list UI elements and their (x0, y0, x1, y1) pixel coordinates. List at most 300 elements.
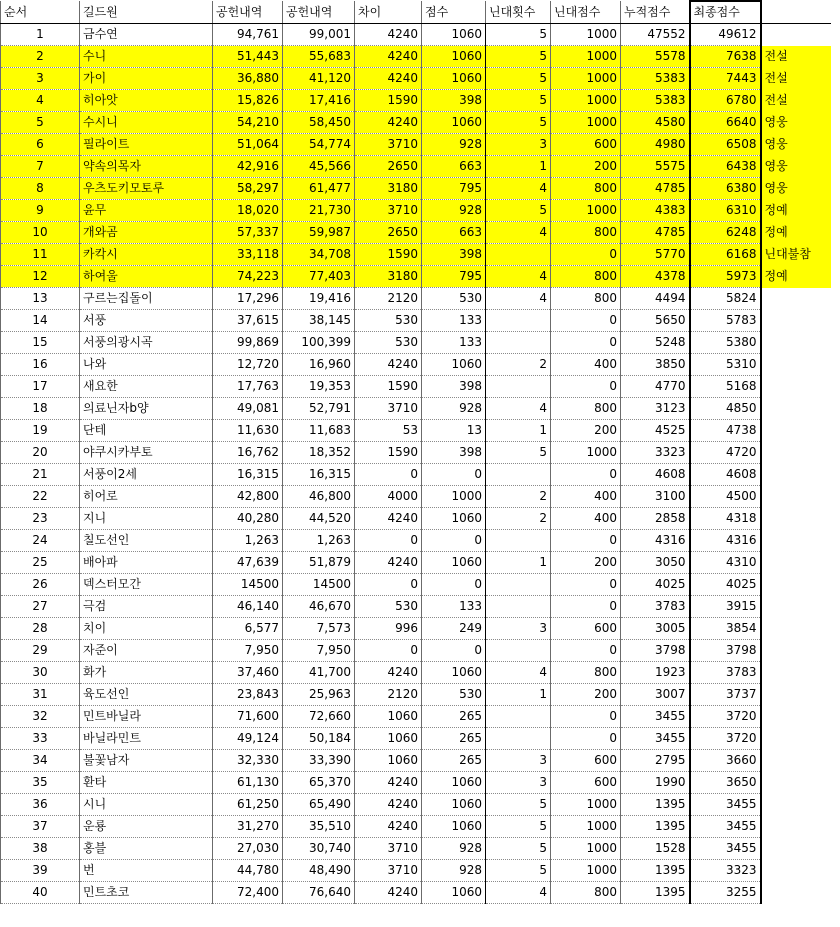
cell-score[interactable]: 265 (422, 706, 486, 728)
cell-accumulated[interactable]: 1395 (621, 882, 690, 904)
cell-difference[interactable]: 53 (355, 420, 422, 442)
cell-contribution-2[interactable]: 7,573 (283, 618, 355, 640)
cell-contribution-2[interactable]: 72,660 (283, 706, 355, 728)
cell-ninja-count[interactable]: 4 (486, 178, 551, 200)
cell-ninja-score[interactable]: 0 (551, 574, 621, 596)
cell-order[interactable]: 10 (1, 222, 80, 244)
cell-order[interactable]: 38 (1, 838, 80, 860)
cell-order[interactable]: 2 (1, 46, 80, 68)
cell-final[interactable]: 6508 (690, 134, 761, 156)
cell-contribution-1[interactable]: 17,763 (213, 376, 283, 398)
cell-ninja-score[interactable]: 600 (551, 134, 621, 156)
cell-order[interactable]: 33 (1, 728, 80, 750)
cell-final[interactable]: 7443 (690, 68, 761, 90)
cell-contribution-1[interactable]: 44,780 (213, 860, 283, 882)
cell-ninja-count[interactable]: 3 (486, 750, 551, 772)
cell-final[interactable]: 4310 (690, 552, 761, 574)
cell-contribution-2[interactable]: 44,520 (283, 508, 355, 530)
cell-score[interactable]: 1060 (422, 772, 486, 794)
cell-contribution-1[interactable]: 54,210 (213, 112, 283, 134)
cell-difference[interactable]: 4240 (355, 354, 422, 376)
cell-final[interactable]: 4738 (690, 420, 761, 442)
cell-final[interactable]: 6380 (690, 178, 761, 200)
cell-score[interactable]: 1060 (422, 552, 486, 574)
header-cell-member[interactable]: 길드원 (80, 1, 213, 24)
cell-note[interactable]: 전설 (761, 46, 831, 68)
cell-accumulated[interactable]: 4025 (621, 574, 690, 596)
cell-accumulated[interactable]: 4580 (621, 112, 690, 134)
cell-difference[interactable]: 4240 (355, 68, 422, 90)
cell-member[interactable]: 개와곰 (80, 222, 213, 244)
cell-contribution-2[interactable]: 38,145 (283, 310, 355, 332)
cell-member[interactable]: 홍블 (80, 838, 213, 860)
cell-contribution-1[interactable]: 7,950 (213, 640, 283, 662)
cell-contribution-2[interactable]: 100,399 (283, 332, 355, 354)
cell-ninja-count[interactable] (486, 310, 551, 332)
cell-note[interactable] (761, 640, 831, 662)
cell-contribution-2[interactable]: 14500 (283, 574, 355, 596)
cell-ninja-count[interactable]: 5 (486, 838, 551, 860)
cell-member[interactable]: 가이 (80, 68, 213, 90)
cell-member[interactable]: 민트바닐라 (80, 706, 213, 728)
cell-score[interactable]: 795 (422, 266, 486, 288)
cell-accumulated[interactable]: 3323 (621, 442, 690, 464)
cell-accumulated[interactable]: 5383 (621, 90, 690, 112)
cell-ninja-count[interactable]: 1 (486, 684, 551, 706)
cell-order[interactable]: 5 (1, 112, 80, 134)
cell-accumulated[interactable]: 3050 (621, 552, 690, 574)
cell-final[interactable]: 4500 (690, 486, 761, 508)
cell-final[interactable]: 6438 (690, 156, 761, 178)
cell-ninja-count[interactable]: 5 (486, 794, 551, 816)
cell-contribution-1[interactable]: 47,639 (213, 552, 283, 574)
cell-ninja-count[interactable]: 4 (486, 266, 551, 288)
cell-difference[interactable]: 3180 (355, 178, 422, 200)
header-cell-score[interactable]: 점수 (422, 1, 486, 24)
cell-accumulated[interactable]: 4316 (621, 530, 690, 552)
cell-accumulated[interactable]: 4383 (621, 200, 690, 222)
cell-accumulated[interactable]: 3005 (621, 618, 690, 640)
cell-final[interactable]: 3720 (690, 706, 761, 728)
cell-note[interactable] (761, 310, 831, 332)
cell-score[interactable]: 663 (422, 156, 486, 178)
cell-accumulated[interactable]: 5770 (621, 244, 690, 266)
cell-ninja-score[interactable]: 0 (551, 530, 621, 552)
cell-order[interactable]: 1 (1, 24, 80, 46)
cell-note[interactable]: 전설 (761, 68, 831, 90)
cell-ninja-score[interactable]: 0 (551, 596, 621, 618)
cell-ninja-count[interactable]: 2 (486, 508, 551, 530)
cell-contribution-1[interactable]: 15,826 (213, 90, 283, 112)
cell-ninja-count[interactable]: 5 (486, 46, 551, 68)
cell-ninja-score[interactable]: 1000 (551, 860, 621, 882)
cell-order[interactable]: 23 (1, 508, 80, 530)
cell-member[interactable]: 하여울 (80, 266, 213, 288)
cell-order[interactable]: 21 (1, 464, 80, 486)
cell-ninja-score[interactable]: 800 (551, 398, 621, 420)
cell-contribution-1[interactable]: 33,118 (213, 244, 283, 266)
cell-ninja-count[interactable]: 4 (486, 398, 551, 420)
cell-ninja-score[interactable]: 1000 (551, 90, 621, 112)
cell-final[interactable]: 3783 (690, 662, 761, 684)
cell-score[interactable]: 928 (422, 134, 486, 156)
cell-note[interactable] (761, 794, 831, 816)
cell-contribution-1[interactable]: 18,020 (213, 200, 283, 222)
cell-score[interactable]: 0 (422, 530, 486, 552)
cell-difference[interactable]: 3710 (355, 200, 422, 222)
cell-member[interactable]: 단테 (80, 420, 213, 442)
cell-note[interactable] (761, 530, 831, 552)
cell-accumulated[interactable]: 1395 (621, 860, 690, 882)
cell-member[interactable]: 배아파 (80, 552, 213, 574)
cell-score[interactable]: 0 (422, 464, 486, 486)
cell-final[interactable]: 5168 (690, 376, 761, 398)
cell-note[interactable] (761, 552, 831, 574)
cell-difference[interactable]: 3180 (355, 266, 422, 288)
cell-note[interactable]: 정예 (761, 200, 831, 222)
cell-order[interactable]: 31 (1, 684, 80, 706)
cell-ninja-count[interactable]: 2 (486, 354, 551, 376)
cell-contribution-2[interactable]: 58,450 (283, 112, 355, 134)
cell-final[interactable]: 3798 (690, 640, 761, 662)
cell-contribution-2[interactable]: 30,740 (283, 838, 355, 860)
cell-ninja-score[interactable]: 600 (551, 618, 621, 640)
cell-order[interactable]: 32 (1, 706, 80, 728)
cell-contribution-1[interactable]: 42,800 (213, 486, 283, 508)
header-cell-ninja-score[interactable]: 닌대점수 (551, 1, 621, 24)
cell-accumulated[interactable]: 2795 (621, 750, 690, 772)
cell-difference[interactable]: 1590 (355, 90, 422, 112)
cell-member[interactable]: 나와 (80, 354, 213, 376)
cell-note[interactable] (761, 442, 831, 464)
cell-contribution-1[interactable]: 99,869 (213, 332, 283, 354)
cell-note[interactable] (761, 706, 831, 728)
cell-final[interactable]: 3720 (690, 728, 761, 750)
cell-contribution-2[interactable]: 65,490 (283, 794, 355, 816)
cell-order[interactable]: 26 (1, 574, 80, 596)
cell-contribution-1[interactable]: 31,270 (213, 816, 283, 838)
cell-ninja-score[interactable]: 0 (551, 464, 621, 486)
cell-accumulated[interactable]: 5383 (621, 68, 690, 90)
cell-final[interactable]: 3737 (690, 684, 761, 706)
cell-final[interactable]: 5783 (690, 310, 761, 332)
cell-contribution-2[interactable]: 54,774 (283, 134, 355, 156)
cell-score[interactable]: 398 (422, 376, 486, 398)
cell-ninja-score[interactable]: 400 (551, 508, 621, 530)
cell-member[interactable]: 우츠도키모토루 (80, 178, 213, 200)
cell-difference[interactable]: 1060 (355, 750, 422, 772)
cell-ninja-score[interactable]: 200 (551, 684, 621, 706)
cell-contribution-2[interactable]: 33,390 (283, 750, 355, 772)
cell-ninja-score[interactable]: 800 (551, 266, 621, 288)
cell-ninja-score[interactable]: 1000 (551, 838, 621, 860)
cell-note[interactable] (761, 596, 831, 618)
cell-note[interactable] (761, 728, 831, 750)
cell-ninja-score[interactable]: 0 (551, 310, 621, 332)
cell-ninja-count[interactable] (486, 640, 551, 662)
cell-contribution-2[interactable]: 46,800 (283, 486, 355, 508)
cell-score[interactable]: 133 (422, 332, 486, 354)
cell-order[interactable]: 12 (1, 266, 80, 288)
cell-score[interactable]: 1060 (422, 68, 486, 90)
header-cell-order[interactable]: 순서 (1, 1, 80, 24)
cell-contribution-2[interactable]: 1,263 (283, 530, 355, 552)
cell-score[interactable]: 1060 (422, 882, 486, 904)
cell-difference[interactable]: 4240 (355, 24, 422, 46)
cell-member[interactable]: 수시니 (80, 112, 213, 134)
cell-order[interactable]: 8 (1, 178, 80, 200)
header-cell-ninja-count[interactable]: 닌대횟수 (486, 1, 551, 24)
header-cell-contribution-2[interactable]: 공헌내역 (283, 1, 355, 24)
cell-final[interactable]: 49612 (690, 24, 761, 46)
cell-member[interactable]: 지니 (80, 508, 213, 530)
cell-note[interactable] (761, 398, 831, 420)
cell-contribution-1[interactable]: 51,064 (213, 134, 283, 156)
header-cell-difference[interactable]: 차이 (355, 1, 422, 24)
cell-member[interactable]: 번 (80, 860, 213, 882)
cell-score[interactable]: 1060 (422, 816, 486, 838)
cell-contribution-1[interactable]: 71,600 (213, 706, 283, 728)
cell-note[interactable]: 영웅 (761, 156, 831, 178)
cell-ninja-score[interactable]: 200 (551, 156, 621, 178)
cell-accumulated[interactable]: 1528 (621, 838, 690, 860)
cell-member[interactable]: 극검 (80, 596, 213, 618)
cell-difference[interactable]: 4240 (355, 794, 422, 816)
cell-final[interactable]: 3854 (690, 618, 761, 640)
cell-final[interactable]: 4316 (690, 530, 761, 552)
cell-difference[interactable]: 4240 (355, 662, 422, 684)
cell-contribution-2[interactable]: 45,566 (283, 156, 355, 178)
cell-ninja-count[interactable] (486, 332, 551, 354)
cell-contribution-1[interactable]: 1,263 (213, 530, 283, 552)
cell-ninja-count[interactable] (486, 706, 551, 728)
cell-accumulated[interactable]: 3455 (621, 706, 690, 728)
cell-note[interactable] (761, 376, 831, 398)
cell-accumulated[interactable]: 3850 (621, 354, 690, 376)
cell-contribution-1[interactable]: 57,337 (213, 222, 283, 244)
cell-order[interactable]: 7 (1, 156, 80, 178)
cell-ninja-count[interactable] (486, 244, 551, 266)
cell-ninja-score[interactable]: 200 (551, 420, 621, 442)
cell-difference[interactable]: 1590 (355, 376, 422, 398)
cell-note[interactable]: 영웅 (761, 134, 831, 156)
cell-final[interactable]: 3455 (690, 838, 761, 860)
cell-contribution-1[interactable]: 61,250 (213, 794, 283, 816)
cell-member[interactable]: 히아앗 (80, 90, 213, 112)
cell-ninja-count[interactable] (486, 464, 551, 486)
cell-difference[interactable]: 530 (355, 310, 422, 332)
cell-final[interactable]: 4608 (690, 464, 761, 486)
cell-difference[interactable]: 2120 (355, 288, 422, 310)
cell-score[interactable]: 1060 (422, 662, 486, 684)
cell-contribution-1[interactable]: 14500 (213, 574, 283, 596)
cell-score[interactable]: 928 (422, 838, 486, 860)
cell-contribution-2[interactable]: 19,353 (283, 376, 355, 398)
cell-member[interactable]: 약속의목자 (80, 156, 213, 178)
cell-difference[interactable]: 4240 (355, 772, 422, 794)
cell-accumulated[interactable]: 47552 (621, 24, 690, 46)
cell-order[interactable]: 14 (1, 310, 80, 332)
cell-ninja-score[interactable]: 400 (551, 486, 621, 508)
cell-ninja-count[interactable]: 1 (486, 420, 551, 442)
cell-contribution-1[interactable]: 49,081 (213, 398, 283, 420)
cell-difference[interactable]: 0 (355, 530, 422, 552)
cell-contribution-2[interactable]: 41,120 (283, 68, 355, 90)
cell-score[interactable]: 530 (422, 684, 486, 706)
cell-score[interactable]: 663 (422, 222, 486, 244)
cell-ninja-count[interactable]: 5 (486, 860, 551, 882)
cell-contribution-2[interactable]: 55,683 (283, 46, 355, 68)
cell-contribution-1[interactable]: 27,030 (213, 838, 283, 860)
cell-difference[interactable]: 2650 (355, 222, 422, 244)
cell-difference[interactable]: 2120 (355, 684, 422, 706)
cell-note[interactable] (761, 618, 831, 640)
cell-final[interactable]: 5824 (690, 288, 761, 310)
cell-final[interactable]: 4025 (690, 574, 761, 596)
cell-final[interactable]: 7638 (690, 46, 761, 68)
cell-score[interactable]: 1060 (422, 794, 486, 816)
cell-member[interactable]: 윤무 (80, 200, 213, 222)
cell-contribution-2[interactable]: 52,791 (283, 398, 355, 420)
cell-ninja-count[interactable]: 4 (486, 222, 551, 244)
cell-order[interactable]: 18 (1, 398, 80, 420)
cell-final[interactable]: 6248 (690, 222, 761, 244)
cell-ninja-score[interactable]: 1000 (551, 200, 621, 222)
cell-final[interactable]: 6310 (690, 200, 761, 222)
cell-ninja-score[interactable]: 0 (551, 376, 621, 398)
cell-contribution-2[interactable]: 51,879 (283, 552, 355, 574)
cell-difference[interactable]: 0 (355, 640, 422, 662)
cell-contribution-1[interactable]: 17,296 (213, 288, 283, 310)
cell-contribution-1[interactable]: 36,880 (213, 68, 283, 90)
cell-member[interactable]: 운룡 (80, 816, 213, 838)
cell-member[interactable]: 야쿠시카부토 (80, 442, 213, 464)
cell-contribution-2[interactable]: 18,352 (283, 442, 355, 464)
cell-accumulated[interactable]: 5650 (621, 310, 690, 332)
cell-final[interactable]: 4720 (690, 442, 761, 464)
cell-difference[interactable]: 1060 (355, 706, 422, 728)
cell-order[interactable]: 25 (1, 552, 80, 574)
cell-score[interactable]: 0 (422, 574, 486, 596)
cell-final[interactable]: 4850 (690, 398, 761, 420)
cell-accumulated[interactable]: 5248 (621, 332, 690, 354)
cell-accumulated[interactable]: 3007 (621, 684, 690, 706)
cell-note[interactable] (761, 860, 831, 882)
cell-accumulated[interactable]: 4785 (621, 222, 690, 244)
cell-member[interactable]: 시니 (80, 794, 213, 816)
cell-ninja-count[interactable]: 3 (486, 772, 551, 794)
cell-note[interactable] (761, 662, 831, 684)
cell-ninja-score[interactable]: 1000 (551, 112, 621, 134)
cell-order[interactable]: 4 (1, 90, 80, 112)
cell-accumulated[interactable]: 4980 (621, 134, 690, 156)
cell-score[interactable]: 1060 (422, 508, 486, 530)
cell-score[interactable]: 265 (422, 750, 486, 772)
cell-order[interactable]: 36 (1, 794, 80, 816)
cell-order[interactable]: 22 (1, 486, 80, 508)
cell-order[interactable]: 9 (1, 200, 80, 222)
cell-ninja-count[interactable]: 1 (486, 552, 551, 574)
cell-ninja-count[interactable] (486, 728, 551, 750)
cell-member[interactable]: 서풍의광시곡 (80, 332, 213, 354)
cell-order[interactable]: 34 (1, 750, 80, 772)
cell-note[interactable] (761, 772, 831, 794)
cell-score[interactable]: 928 (422, 398, 486, 420)
cell-ninja-count[interactable]: 5 (486, 442, 551, 464)
cell-ninja-count[interactable]: 4 (486, 662, 551, 684)
cell-member[interactable]: 필라이트 (80, 134, 213, 156)
cell-ninja-count[interactable]: 4 (486, 882, 551, 904)
cell-final[interactable]: 6780 (690, 90, 761, 112)
cell-final[interactable]: 3255 (690, 882, 761, 904)
cell-final[interactable]: 3650 (690, 772, 761, 794)
cell-ninja-score[interactable]: 0 (551, 332, 621, 354)
cell-ninja-score[interactable]: 800 (551, 662, 621, 684)
cell-contribution-2[interactable]: 16,960 (283, 354, 355, 376)
cell-contribution-1[interactable]: 61,130 (213, 772, 283, 794)
cell-contribution-2[interactable]: 7,950 (283, 640, 355, 662)
cell-contribution-1[interactable]: 16,315 (213, 464, 283, 486)
cell-final[interactable]: 3915 (690, 596, 761, 618)
cell-member[interactable]: 민트초코 (80, 882, 213, 904)
cell-contribution-1[interactable]: 58,297 (213, 178, 283, 200)
cell-difference[interactable]: 4240 (355, 552, 422, 574)
cell-order[interactable]: 19 (1, 420, 80, 442)
cell-member[interactable]: 서풍이2세 (80, 464, 213, 486)
cell-score[interactable]: 133 (422, 310, 486, 332)
cell-note[interactable] (761, 838, 831, 860)
cell-ninja-score[interactable]: 1000 (551, 68, 621, 90)
cell-ninja-count[interactable]: 5 (486, 68, 551, 90)
cell-difference[interactable]: 530 (355, 596, 422, 618)
cell-contribution-1[interactable]: 51,443 (213, 46, 283, 68)
cell-ninja-score[interactable]: 800 (551, 288, 621, 310)
cell-member[interactable]: 화가 (80, 662, 213, 684)
cell-order[interactable]: 16 (1, 354, 80, 376)
cell-accumulated[interactable]: 4494 (621, 288, 690, 310)
cell-ninja-score[interactable]: 400 (551, 354, 621, 376)
cell-score[interactable]: 13 (422, 420, 486, 442)
cell-ninja-count[interactable]: 2 (486, 486, 551, 508)
cell-ninja-score[interactable]: 800 (551, 222, 621, 244)
cell-contribution-2[interactable]: 77,403 (283, 266, 355, 288)
cell-note[interactable] (761, 816, 831, 838)
cell-score[interactable]: 0 (422, 640, 486, 662)
cell-accumulated[interactable]: 3455 (621, 728, 690, 750)
cell-ninja-count[interactable]: 5 (486, 90, 551, 112)
cell-difference[interactable]: 1590 (355, 442, 422, 464)
cell-order[interactable]: 28 (1, 618, 80, 640)
cell-contribution-2[interactable]: 16,315 (283, 464, 355, 486)
cell-ninja-score[interactable]: 1000 (551, 46, 621, 68)
cell-score[interactable]: 398 (422, 90, 486, 112)
cell-member[interactable]: 바닐라민트 (80, 728, 213, 750)
cell-score[interactable]: 928 (422, 200, 486, 222)
cell-member[interactable]: 수니 (80, 46, 213, 68)
cell-ninja-count[interactable]: 1 (486, 156, 551, 178)
cell-accumulated[interactable]: 1923 (621, 662, 690, 684)
cell-ninja-score[interactable]: 0 (551, 244, 621, 266)
cell-note[interactable] (761, 508, 831, 530)
cell-accumulated[interactable]: 1395 (621, 794, 690, 816)
cell-difference[interactable]: 4000 (355, 486, 422, 508)
cell-note[interactable]: 닌대불참 (761, 244, 831, 266)
cell-order[interactable]: 17 (1, 376, 80, 398)
cell-ninja-score[interactable]: 600 (551, 772, 621, 794)
cell-score[interactable]: 265 (422, 728, 486, 750)
cell-accumulated[interactable]: 5578 (621, 46, 690, 68)
cell-accumulated[interactable]: 4608 (621, 464, 690, 486)
